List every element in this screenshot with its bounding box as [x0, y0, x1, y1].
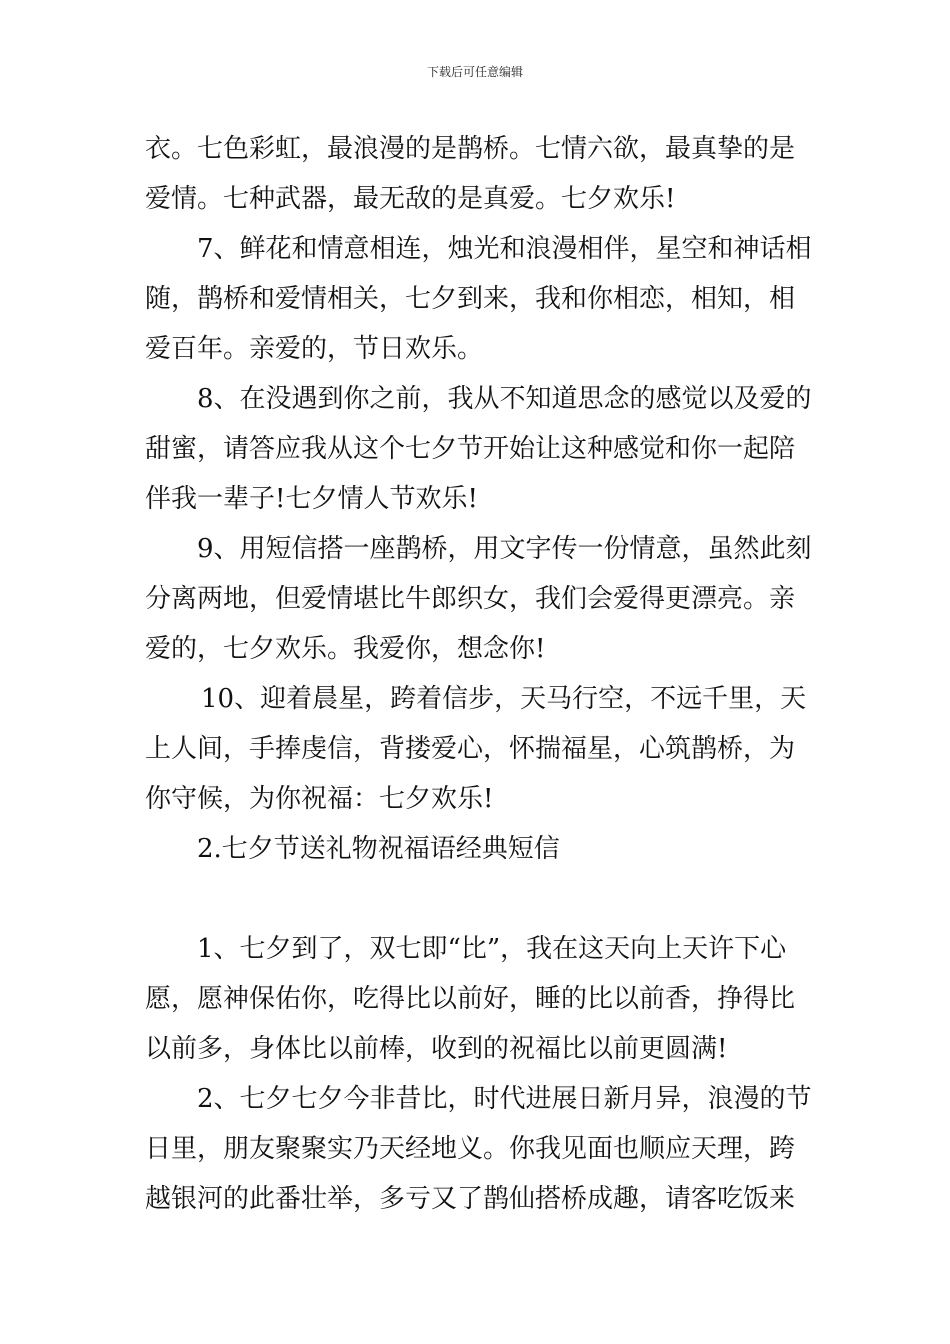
body-line: 日里，朋友聚聚实乃天经地义。你我见面也顺应天理，跨	[145, 1134, 796, 1164]
body-line: 随，鹊桥和爱情相关，七夕到来，我和你相恋，相知，相	[145, 284, 796, 314]
body-line: 你守候，为你祝福：七夕欢乐!	[145, 784, 494, 814]
document-body	[145, 124, 810, 1224]
section-heading: 2.七夕节送礼物祝福语经典短信	[197, 834, 560, 864]
body-line: 上人间，手捧虔信，背搂爱心，怀揣福星，心筑鹊桥，为	[145, 734, 796, 764]
paragraph-start-line: 1、七夕到了，双七即“比”，我在这天向上天许下心	[197, 934, 787, 964]
body-line: 衣。七色彩虹，最浪漫的是鹊桥。七情六欲，最真挚的是	[145, 134, 796, 164]
paragraph-start-line: 8、在没遇到你之前，我从不知道思念的感觉以及爱的	[197, 384, 812, 414]
body-line: 以前多，身体比以前棒，收到的祝福比以前更圆满!	[145, 1034, 728, 1064]
body-line: 伴我一辈子!七夕情人节欢乐!	[145, 484, 478, 514]
paragraph-start-line: 7、鲜花和情意相连，烛光和浪漫相伴，星空和神话相	[197, 234, 812, 264]
blank-spacer	[145, 874, 810, 924]
body-line: 爱的，七夕欢乐。我爱你，想念你!	[145, 634, 546, 664]
body-line: 愿，愿神保佑你，吃得比以前好，睡的比以前香，挣得比	[145, 984, 796, 1014]
paragraph-start-line: 2、七夕七夕今非昔比，时代进展日新月异，浪漫的节	[197, 1084, 812, 1114]
body-line: 分离两地，但爱情堪比牛郎织女，我们会爱得更漂亮。亲	[145, 584, 796, 614]
page-header: 下载后可任意编辑	[426, 65, 523, 79]
paragraph-start-line: 10、迎着晨星，跨着信步，天马行空，不远千里，天	[201, 684, 807, 714]
paragraph-start-line: 9、用短信搭一座鹊桥，用文字传一份情意，虽然此刻	[197, 534, 812, 564]
body-line: 甜蜜，请答应我从这个七夕节开始让这种感觉和你一起陪	[145, 434, 796, 464]
body-line: 越银河的此番壮举，多亏又了鹊仙搭桥成趣，请客吃饭来	[145, 1184, 796, 1214]
body-line: 爱百年。亲爱的，节日欢乐。	[145, 334, 484, 364]
body-line: 爱情。七种武器，最无敌的是真爱。七夕欢乐!	[145, 184, 676, 214]
